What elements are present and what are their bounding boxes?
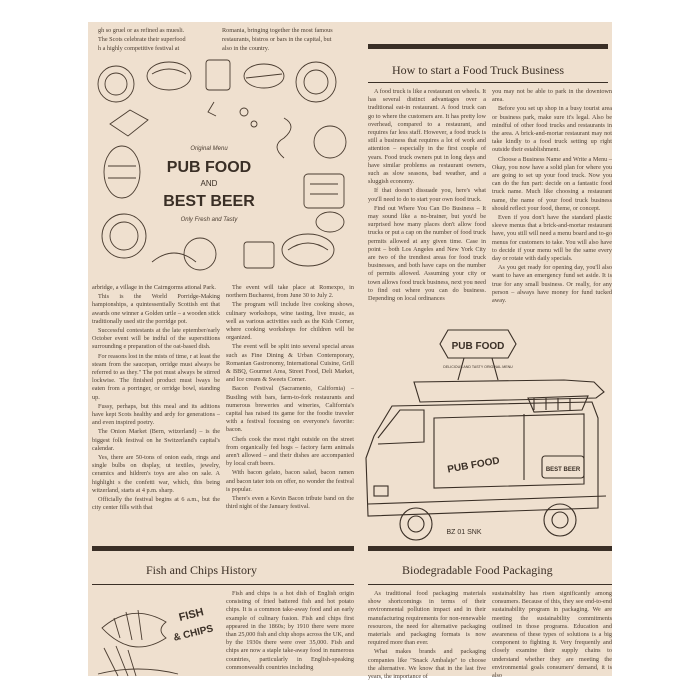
band-rule-right xyxy=(368,546,612,551)
menu-and-label: AND xyxy=(200,179,218,188)
heading-rule-top xyxy=(368,44,608,49)
pub-food-illustration xyxy=(94,54,356,280)
band-rule-left xyxy=(92,546,354,551)
text-top-mid: Romania, bringing together the most famous restaurants, bistros or bars in the capital, but also in the country. xyxy=(222,27,333,53)
truck-sign-label: PUB FOOD xyxy=(451,341,505,352)
band-rule-left-bottom xyxy=(92,584,354,585)
fish-logo-label-1: FISH xyxy=(177,606,205,624)
text-column-packaging-b: sustainability has risen significantly among consumers. Because of this, they see end-to-end sustainability program in packaging. We are meeting the sustainability commitments outlined in those programs. Education and awareness of these types of solutions is a big component to fighting it. Very frequently and closely examine their supply chains to understand whether they are meeting the environmental goals consumers' demand, it is also xyxy=(492,590,612,680)
menu-bottom-label: Only Fresh and Tasty xyxy=(180,217,238,223)
text-column-truck-a: A food truck is like a restaurant on wheels. It has several distinct advantages over a traditional eat-in restaurant. A food truck can go to where the customers are. It has pretty low overhead, compared to a restaurant, and requires far less staff. However, a food truck is still a business that requires a lot of work and attention – especially in the first couple of years. Food truck owners put in long days and have similar problems as restaurant owners, such as slow seasons, bad weather, and a sluggish economy. If that doesn't dissuade you, here's what you'll need to do to start your own food truck. Find out Where You Can Do Business – It may sound like a no-brainer, but you'd be surprised how many places don't allow food trucks or put a cap on the number of food truck permits allowed at any given time. Case in point – both Los Angeles and New York City are two of the trendiest areas for food truck businesses, and both have caps on the number of permits allowed. Assuming your city or town allows food truck business, next you need to find out where you can do business. Depending on local ordinances xyxy=(368,88,486,303)
truck-back-label: BEST BEER xyxy=(545,467,581,473)
fish-chips-illustration xyxy=(94,588,218,676)
packaging-heading: Biodegradable Food Packaging xyxy=(402,563,553,577)
heading-rule-bottom xyxy=(368,82,608,83)
text-column-fish: Fish and chips is a hot dish of English origin consisting of fried battered fish and hot potato chips. It is a common take-away food and an early example of culinary fusion. Fish and chips first appeared in the 1860s; by 1910 there were more than 25,000 fish and chip shops across the UK, and by the 1930s there were over 35,000. Fish and chips are now a staple take-away food in numerous countries, particularly in English-speaking commonwealth countries including xyxy=(226,590,354,671)
truck-side-label: PUB FOOD xyxy=(446,455,501,476)
food-truck-illustration xyxy=(364,318,612,548)
menu-top-label: Original Menu xyxy=(190,146,228,152)
newsprint-sheet xyxy=(88,22,612,681)
band-rule-right-bottom xyxy=(368,584,612,585)
fish-logo-label-2: & CHIPS xyxy=(172,623,215,644)
text-column-left: arbridge, a village in the Cairngorms ational Park. This is the World Porridge-Making hampionships, a quintessentially Scottish ent that awards one winner a Golden urtle – a wooden stick traditionally used stir the porridge pot. Successful contestants at the late eptember/early October event will be indful of the superstitions surrounding e preparation of the oat-based dish. For reasons lost in the mists of time, r at least the steam from the saucepan, orridge must always be referred to as they." The pot must always be stirred lockwise. The finished product must lways be eaten from a porringer, or orridge bowl, standing up. Fussy, perhaps, but this meal and its aditions have kept Scots healthy and ardy for generations – and even inspired poetry. The Onion Market (Bern, witzerland) – is the biggest folk festival on he Switzerland's capital's calendar. Yes, there are 50-tons of onion eads, rings and single bulbs on display, ut textiles, jewelry, ceramics and hildren's toys are also on sale. A highlight s the confetti war, which, this being witzerland, starts at 4 p.m. sharp. Officially the festival begins at 6 a.m., but the city center fills with that xyxy=(92,284,220,512)
text-column-packaging-a: As traditional food packaging materials show shortcomings in terms of their environmental pollution impact and in their manufacturing requirements for non-renewable resources, the need for alternative packaging materials and packaging formats is now required more than ever. What makes brands and packaging companies like "Snack Ambalaje" to choose the alternative. We know that in the last five years, the importance of xyxy=(368,590,486,681)
license-plate-label: BZ 01 SNK xyxy=(446,529,482,536)
text-column-middle: The event will take place at Romexpo, in northern Bucharest, from June 30 to July 2. The program will include live cooking shows, culinary workshops, wine tasting, live music, as well as various activities such as the Kids Corner, where cooking workshops for children will be organized. The event will be split into several special areas such as Fine Dining & Urban Contemporary, Romanian Gastronomy, International Cuisine, Grill & BBQ, Gourmet Area, Street Food, Deli Market, and Ice cream & Sweets Corner. Bacon Festival (Sacramento, California) – Bustling with bars, farm-to-fork restaurants and numerous breweries and wineries, California's capital has raised its game for the foodie traveler with a festival focusing on everyone's favorite: bacon. Chefs cook the most right outside on the street from organically fed hogs – factory farm animals aren't allowed – and their dishes are accompanied by local craft beers. With bacon gelato, bacon salad, bacon ramen and bacon tater tots on offer, no wonder the festival is popular. There's even a Kevin Bacon tribute band on the third night of the January festival. xyxy=(226,284,354,511)
fish-chips-heading: Fish and Chips History xyxy=(146,563,258,577)
text-top-left: gh so gruel or as refined as muesli. The Scots celebrate their superfood h a highly competitive festival at xyxy=(98,27,186,53)
truck-sign-sub-label: DELICIOUS AND TASTY ORIGINAL MENU xyxy=(443,365,513,369)
menu-main-label-2: BEST BEER xyxy=(163,193,255,210)
text-column-truck-b: you may not be able to park in the downtown area. Before you set up shop in a busy tourist area or business park, make sure it's legal. Also be mindful of other food trucks and restaurants in the area. A brick-and-mortar restaurant may not take kindly to a food truck setting up right outside their establishment. Choose a Business Name and Write a Menu – Okay, you now have a solid plan for where you are going to set up your food truck. Now you can do the fun part: decide on a fantastic food truck name. Much like choosing a restaurant name, the name of your food truck business should reflect your food, theme, or concept. Even if you don't have the standard plastic sleeve menus that a brick-and-mortar restaurant have, you still will need a menu board and to-go menus for customers to take. You will also have to decide if your menu will be the same every day or rotate with daily specials. As you get ready for opening day, you'll also want to have an emergency fund set aside. It is true for any small business. Or really, for any person – always have money for fund tucked away. xyxy=(492,88,612,305)
menu-main-label-1: PUB FOOD xyxy=(166,159,252,176)
food-truck-heading: How to start a Food Truck Business xyxy=(392,63,565,77)
